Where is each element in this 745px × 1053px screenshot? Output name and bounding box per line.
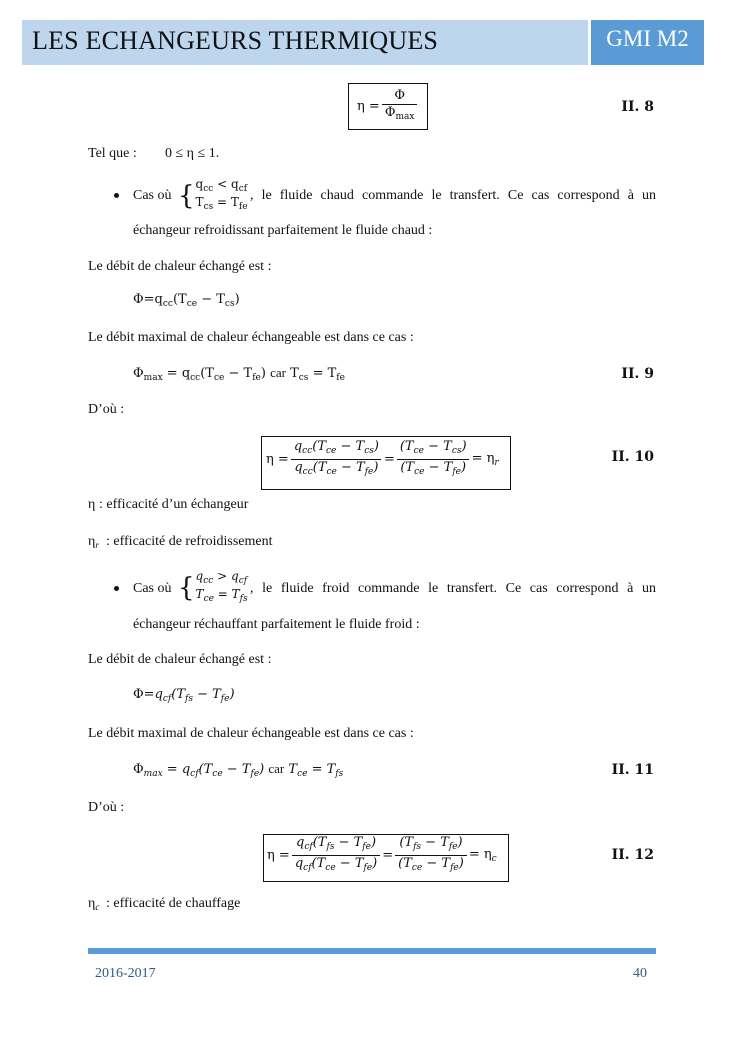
footer-year: 2016-2017 — [95, 966, 156, 981]
dou-label-1: D’où : — [88, 402, 125, 417]
header-tag-bar — [591, 20, 704, 65]
tel-que-label: Tel que : — [88, 146, 137, 161]
case1-intro: Cas où — [133, 188, 172, 203]
phi-max-equation-1: $\Phi_{max} = q_{cc}(T_{ce} - T_{fe})$ car $T_{cs} = T_{fe}$ — [133, 365, 345, 383]
page-header-title: LES ECHANGEURS THERMIQUES — [32, 26, 439, 55]
case2-text-cont: échangeur réchauffant parfaitement le fluide froid : — [133, 617, 420, 632]
case2-system: { $q_{cc} > q_{cf}$ $T_{ce} = T_{fs}$ — [178, 569, 248, 604]
case1-system: { $q_{cc} < q_{cf}$ $T_{cs} = T_{fe}$ — [178, 177, 248, 212]
equation-ii8-box: η = $\frac{\Phi}{\Phi_{max}}$ — [348, 83, 428, 130]
eta-r-symbol: $\eta_r$ — [88, 534, 99, 550]
bullet-case-1 — [114, 193, 119, 198]
eta-c-definition: : efficacité de chauffage — [106, 896, 241, 911]
eta-definition: : efficacité d’un échangeur — [99, 497, 249, 512]
course-tag: GMI M2 — [606, 26, 689, 51]
bullet-case-2 — [114, 586, 119, 591]
car-word-2: car — [268, 761, 285, 776]
equation-label-ii11: II. 11 — [611, 762, 654, 778]
eta-c-symbol: $\eta_c$ — [88, 896, 100, 912]
equation-label-ii9: II. 9 — [621, 366, 654, 382]
header-title-bar — [22, 20, 588, 65]
car-word-1: car — [270, 365, 286, 380]
equation-ii10-box: η = $\frac{q_{cc}(T_{ce} - T_{cs})}{q_{cc}(T_{ce} - T_{fe})}$ = $\frac{(T_{ce} - T_{cs})}{(T_{ce} - T_{fe})}$ = $\eta_r$ — [261, 436, 511, 490]
equation-label-ii12: II. 12 — [611, 847, 654, 863]
equation-label-ii10: II. 10 — [611, 449, 654, 465]
footer-rule — [88, 948, 656, 954]
case2-intro: Cas où — [133, 581, 172, 596]
dou-label-2: D’où : — [88, 800, 125, 815]
case2-text: , le fluide froid commande le transfert. Ce cas correspond à un — [250, 581, 656, 596]
eta-symbol: η — [88, 497, 96, 512]
eta-r-definition: : efficacité de refroidissement — [106, 534, 273, 549]
case1-text-cont: échangeur refroidissant parfaitement le fluide chaud : — [133, 223, 433, 238]
debit-label-1: Le débit de chaleur échangé est : — [88, 259, 272, 274]
phi-max-equation-2: $\Phi_{max} = q_{cf}(T_{ce} - T_{fe})$ car $T_{ce} = T_{fs}$ — [133, 761, 344, 779]
tel-que-condition: 0 ≤ η ≤ 1. — [165, 146, 220, 161]
equation-ii12-box: η = $\frac{q_{cf}(T_{fs} - T_{fe})}{q_{cf}(T_{ce} - T_{fe})}$ = $\frac{(T_{fs} - T_{fe})}{(T_{ce} - T_{fe})}$ = $\eta_c$ — [263, 834, 509, 882]
page-number: 40 — [633, 966, 647, 981]
phi-equation-2: $\Phi=q_{cf}(T_{fs} - T_{fe})$ — [133, 687, 235, 704]
phi-equation-1: $\Phi=q_{cc}(T_{ce} - T_{cs})$ — [133, 292, 240, 309]
debit-max-label-1: Le débit maximal de chaleur échangeable est dans ce cas : — [88, 330, 414, 345]
equation-label-ii8: II. 8 — [621, 99, 654, 115]
debit-label-2: Le débit de chaleur échangé est : — [88, 652, 272, 667]
debit-max-label-2: Le débit maximal de chaleur échangeable est dans ce cas : — [88, 726, 414, 741]
case1-text: , le fluide chaud commande le transfert. Ce cas correspond à un — [250, 188, 656, 203]
